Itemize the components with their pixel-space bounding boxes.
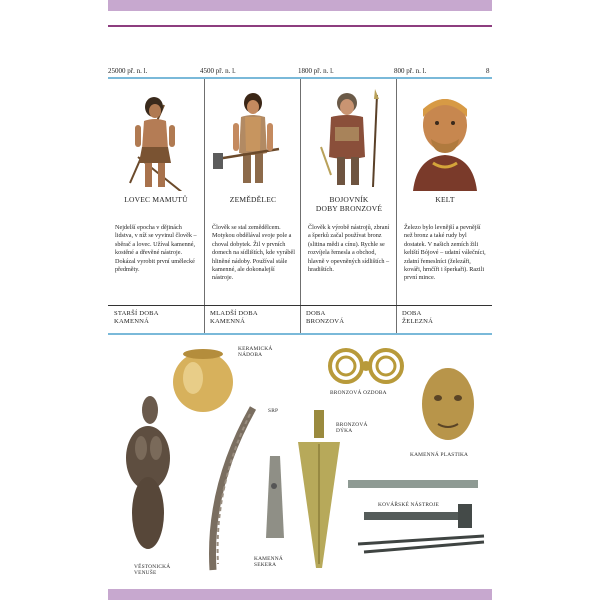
blacksmith-tools-illustration (348, 480, 484, 552)
timeline-date: 1800 př. n. l. (298, 67, 334, 75)
label-bronze-ornament: BRONZOVÁ OZDOBA (330, 390, 387, 396)
artifacts-section (108, 338, 492, 588)
era-label-paleolithic: STARŠÍ DOBA KAMENNÁ (114, 310, 159, 325)
era-label-iron: DOBA ŽELEZNÁ (402, 310, 434, 325)
column-title: BOJOVNÍK DOBY BRONZOVÉ (315, 195, 383, 213)
label-stone-axe: KAMENNÁ SEKERA (254, 556, 283, 569)
timeline-date: 4500 př. n. l. (200, 67, 236, 75)
stone-axe-illustration (266, 456, 284, 538)
bronze-dagger-illustration (298, 410, 340, 568)
hunter-illustration (108, 87, 204, 191)
bronze-ornament-illustration (330, 350, 402, 382)
column-description: Železo bylo levnější a pevnější než bronz a také rudy byl dostatek. V našich zemích žili keltští Bójové – udatní válečníci, zdatní řemeslníci (železáři, kováři, hrnčíři i šperkaři). Razili první mince. (404, 224, 486, 282)
era-label-neolithic: MLADŠÍ DOBA KAMENNÁ (210, 310, 258, 325)
timeline-date: 800 př. n. l. (394, 67, 427, 75)
column-title: ZEMĚDĚLEC (229, 195, 277, 204)
column-description: Nejdelší epocha v dějinách lidstva, v níž se vyvinul člověk – sběrač a lovec. Užíval kamenné, kostěné a dřevěné nástroje. Dokázal vyrobit první umělecké předměty. (115, 224, 197, 274)
column-warrior (300, 79, 397, 335)
label-blacksmith-tools: KOVÁŘSKÉ NÁSTROJE (378, 502, 440, 508)
artifacts-illustrations (108, 338, 492, 588)
artifacts-divider (108, 333, 492, 335)
column-hunter (108, 79, 204, 335)
page-number: 8 (486, 67, 490, 75)
ceramic-vessel-illustration (173, 349, 233, 412)
label-sickle: SRP (268, 408, 279, 414)
column-farmer (204, 79, 301, 335)
book-page (108, 0, 492, 600)
timeline-date: 25000 př. n. l. (108, 67, 148, 75)
sickle-illustration (213, 408, 254, 570)
label-bronze-dagger: BRONZOVÁ DÝKA (336, 422, 368, 435)
farmer-illustration (205, 87, 301, 191)
column-description: Člověk k výrobě nástrojů, zbraní a šperků začal používat bronz (slitina mědi a cínu). Rychle se rozvíjela řemesla a obchod, hlavně v opevněných sídlištích – hradištích. (308, 224, 390, 274)
era-divider (108, 305, 492, 306)
celt-illustration (397, 87, 493, 191)
column-title: LOVEC MAMUTŮ (124, 195, 188, 204)
bottom-color-band (108, 589, 492, 600)
venus-figurine-illustration (126, 396, 170, 549)
column-celt (396, 79, 493, 335)
column-title: KELT (435, 195, 455, 204)
label-venus-figurine: VĚSTONICKÁ VENUŠE (134, 564, 171, 577)
column-description: Člověk se stal zemědělcem. Motykou obdělával svoje pole a choval dobytek. Žil v prvních domech na sídlištích, kde vyráběl hliněné nádoby. Používal stále kamenné, ale dokonalejší nástroje. (212, 224, 295, 282)
era-label-bronze: DOBA BRONZOVÁ (306, 310, 345, 325)
stone-sculpture-illustration (422, 368, 474, 440)
warrior-illustration (301, 87, 397, 191)
label-ceramic-vessel: KERAMICKÁ NÁDOBA (238, 346, 273, 359)
label-stone-sculpture: KAMENNÁ PLASTIKA (410, 452, 469, 458)
